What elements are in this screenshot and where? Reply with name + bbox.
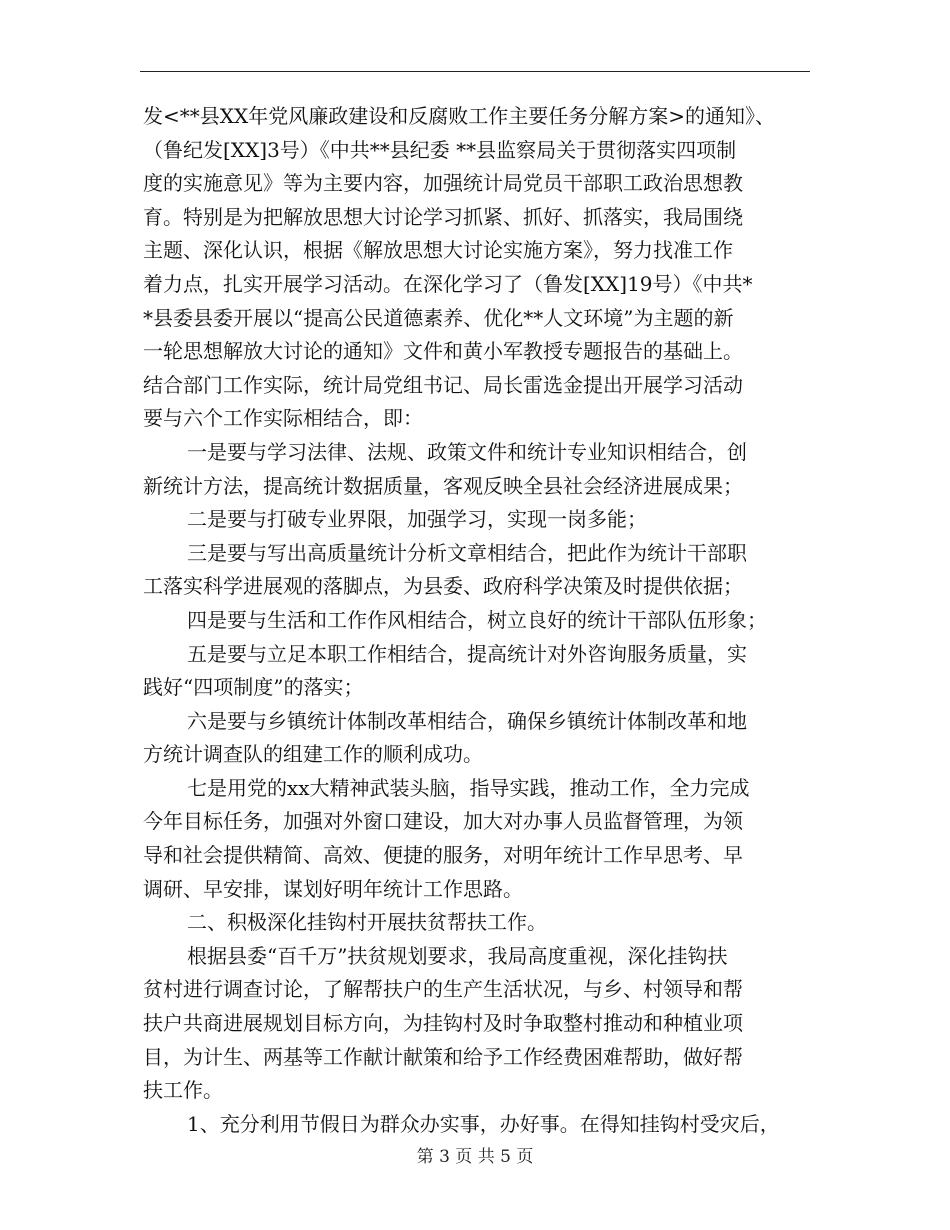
text-line: 育。特别是为把解放思想大讨论学习抓紧、抓好、抓落实，我局围绕 (143, 204, 743, 229)
text-line: 贫村进行调查讨论，了解帮扶户的生产生活状况，与乡、村领导和帮 (143, 977, 743, 1002)
text-line: 1、充分利用节假日为群众办实事，办好事。在得知挂钩村受灾后， (187, 1111, 780, 1136)
text-line: 着力点，扎实开展学习活动。在深化学习了（鲁发[XX]19号）《中共* (143, 271, 753, 296)
text-line: 工落实科学进展观的落脚点，为县委、政府科学决策及时提供依据； (143, 574, 743, 599)
text-line: 二、积极深化挂钩村开展扶贫帮扶工作。 (187, 910, 547, 935)
text-line: 新统计方法，提高统计数据质量，客观反映全县社会经济进展成果； (143, 473, 743, 498)
page-footer: 第 3 页 共 5 页 (416, 1147, 534, 1167)
text-line: 结合部门工作实际，统计局党组书记、局长雷选金提出开展学习活动 (143, 372, 743, 397)
text-line: 七是用党的xx大精神武装头脑，指导实践，推动工作，全力完成 (187, 775, 750, 800)
text-line: 五是要与立足本职工作相结合，提高统计对外咨询服务质量，实 (187, 641, 747, 666)
text-line: 导和社会提供精简、高效、便捷的服务，对明年统计工作早思考、早 (143, 843, 743, 868)
text-line: 一轮思想解放大讨论的通知》文件和黄小军教授专题报告的基础上。 (143, 339, 743, 364)
text-line: 扶工作。 (143, 1078, 223, 1103)
document-body (143, 100, 813, 1141)
text-line: 度的实施意见》等为主要内容，加强统计局党员干部职工政治思想教 (143, 171, 743, 196)
text-line: 调研、早安排，谋划好明年统计工作思路。 (143, 876, 523, 901)
text-line: 一是要与学习法律、法规、政策文件和统计专业知识相结合，创 (187, 439, 747, 464)
header-rule (140, 71, 810, 72)
text-line: 二是要与打破专业界限，加强学习，实现一岗多能； (187, 507, 647, 532)
text-line: 要与六个工作实际相结合，即： (143, 406, 423, 431)
text-line: *县委县委开展以“提高公民道德素养、优化**人文环境”为主题的新 (143, 305, 734, 330)
text-line: 主题、深化认识，根据《解放思想大讨论实施方案》，努力找准工作 (143, 238, 733, 263)
text-line: 方统计调查队的组建工作的顺利成功。 (143, 742, 483, 767)
text-line: 践好“四项制度”的落实； (143, 675, 364, 700)
text-line: 今年目标任务，加强对外窗口建设，加大对办事人员监督管理，为领 (143, 809, 743, 834)
text-line: 六是要与乡镇统计体制改革相结合，确保乡镇统计体制改革和地 (187, 708, 747, 733)
text-line: 四是要与生活和工作作风相结合，树立良好的统计干部队伍形象； (187, 607, 767, 632)
text-line: （鲁纪发[XX]3号）《中共**县纪委 **县监察局关于贯彻落实四项制 (143, 137, 737, 162)
text-line: 扶户共商进展规划目标方向，为挂钩村及时争取整村推动和种植业项 (143, 1011, 743, 1036)
text-line: 根据县委“百千万”扶贫规划要求，我局高度重视，深化挂钩扶 (187, 943, 728, 968)
text-line: 三是要与写出高质量统计分析文章相结合，把此作为统计干部职 (187, 540, 747, 565)
text-line: 目，为计生、两基等工作献计献策和给予工作经费困难帮助，做好帮 (143, 1044, 743, 1069)
text-line: 发<**县XX年党风廉政建设和反腐败工作主要任务分解方案>的通知》、 (143, 104, 775, 128)
